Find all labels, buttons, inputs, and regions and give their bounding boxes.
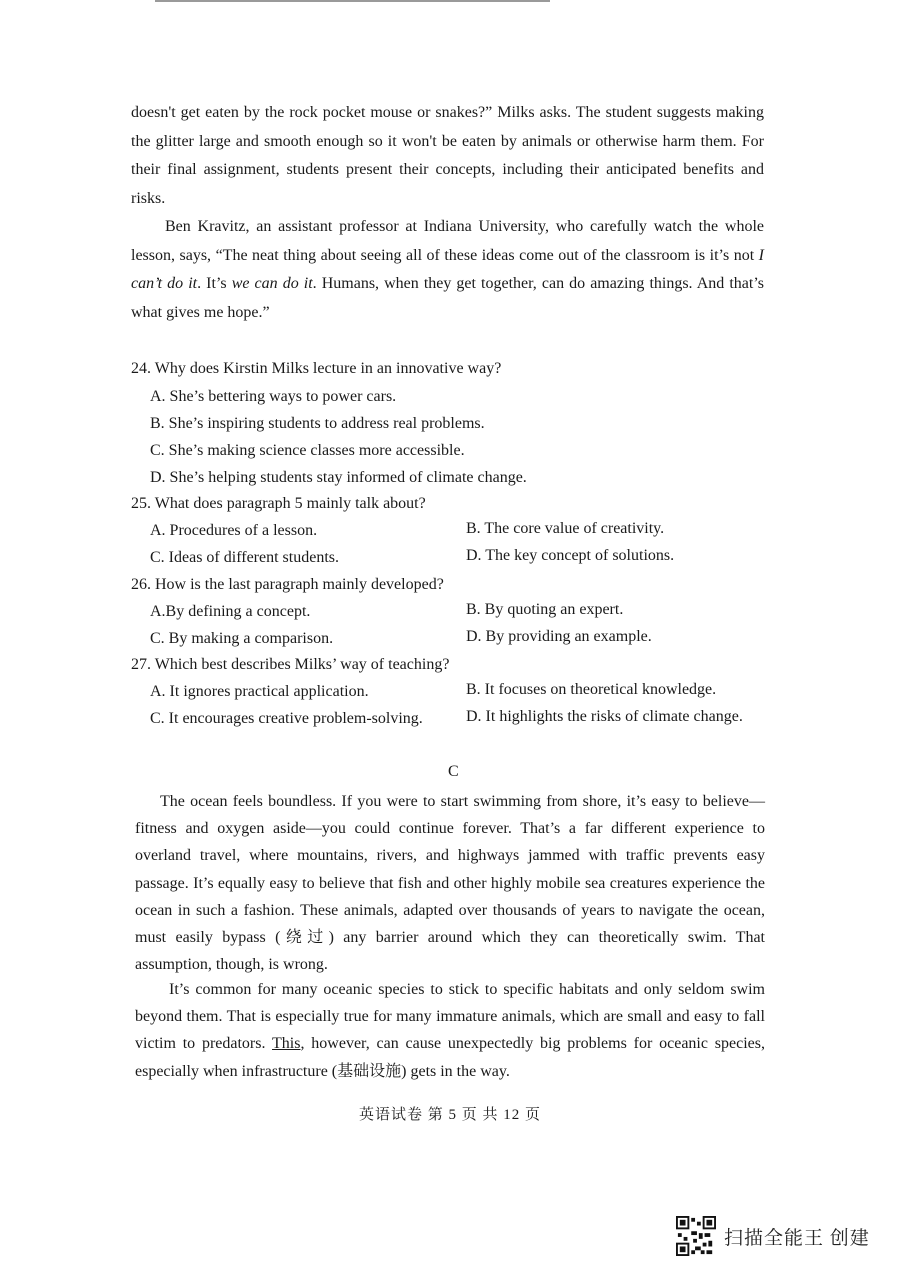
passage-b-paragraph-2: Ben Kravitz, an assistant professor at Indiana University, who carefully watch the whole lesson, says, “The neat thing about seeing all of these ideas come out of the classroom is it’s not I can’t do it. It’s we can do it. Humans, when they get together, can do amazing things. And that’s what gives me hope.”	[131, 218, 765, 321]
question-26-option-b: B. By quoting an expert.	[466, 601, 624, 618]
question-27-option-c: C. It encourages creative problem-solving.	[150, 710, 423, 727]
underlined-word-this: This	[272, 1035, 301, 1053]
watermark-text: 扫描全能王 创建	[724, 1227, 870, 1249]
qr-code-icon	[676, 1216, 716, 1256]
question-24-option-d: D. She’s helping students stay informed of climate change.	[150, 469, 527, 486]
question-25-stem: 25. What does paragraph 5 mainly talk about?	[131, 495, 426, 512]
page-footer: 英语试卷 第 5 页 共 12 页	[358, 1107, 541, 1123]
question-27-option-b: B. It focuses on theoretical knowledge.	[466, 681, 717, 698]
question-25-option-c: C. Ideas of different students.	[150, 549, 339, 566]
scanner-watermark	[676, 1216, 870, 1256]
question-27-stem: 27. Which best describes Milks’ way of teaching?	[131, 656, 450, 673]
question-25-option-a: A. Procedures of a lesson.	[150, 522, 318, 539]
question-24-option-c: C. She’s making science classes more accessible.	[150, 442, 465, 459]
question-26-option-c: C. By making a comparison.	[150, 630, 334, 647]
passage-b-paragraph-1: doesn't get eaten by the rock pocket mouse or snakes?” Milks asks. The student suggests making the glitter large and smooth enough so it won't be eaten by animals or otherwise harm them. For their final assignment, students present their concepts, including their anticipated benefits and risks.	[131, 104, 764, 207]
question-24-option-b: B. She’s inspiring students to address real problems.	[150, 415, 485, 432]
passage-c-paragraph-1: The ocean feels boundless. If you were to start swimming from shore, it’s easy to believe—fitness and oxygen aside—you could continue forever. That’s a far different experience to overland travel, where mountains, rivers, and highways jammed with traffic prevents easy passage. It’s equally easy to believe that fish and other highly mobile sea creatures experience the ocean in such a fashion. These animals, adapted over thousands of years to navigate the ocean, must easily bypass (绕过) any barrier around which they can theoretically swim. That assumption, though, is wrong.	[135, 793, 765, 974]
question-26-stem: 26. How is the last paragraph mainly developed?	[131, 576, 444, 593]
quote-italic-1: I can’t do it	[131, 246, 764, 292]
passage-c-paragraph-2: It’s common for many oceanic species to stick to specific habitats and only seldom swim beyond them. That is especially true for many immature animals, which are small and easy to fall victim to predators. This, however, can cause unexpectedly big problems for oceanic species, especially when infrastructure (基础设施) gets in the way.	[135, 981, 765, 1080]
question-26-option-a: A.By defining a concept.	[150, 603, 311, 620]
top-border-line	[155, 0, 550, 2]
section-heading-c: C	[448, 763, 459, 780]
question-24-stem: 24. Why does Kirstin Milks lecture in an innovative way?	[131, 360, 502, 377]
question-25-option-d: D. The key concept of solutions.	[466, 547, 675, 564]
question-24-option-a: A. She’s bettering ways to power cars.	[150, 388, 397, 405]
question-27-option-d: D. It highlights the risks of climate change.	[466, 708, 743, 725]
quote-italic-2: we can do it	[231, 275, 313, 292]
question-27-option-a: A. It ignores practical application.	[150, 683, 369, 700]
question-26-option-d: D. By providing an example.	[466, 628, 652, 645]
question-25-option-b: B. The core value of creativity.	[466, 520, 665, 537]
